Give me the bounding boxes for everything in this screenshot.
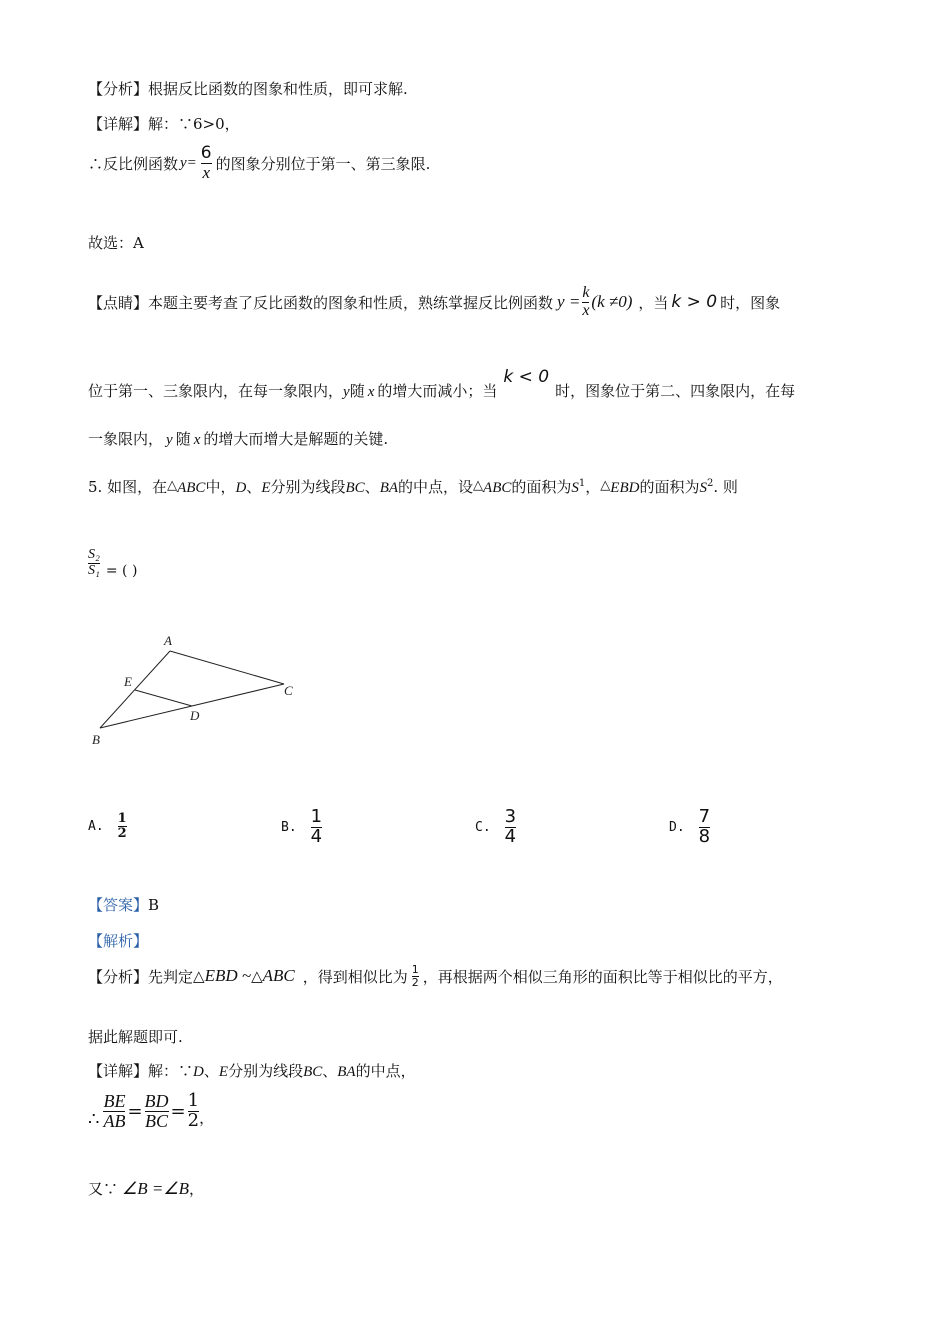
triangle-icon: △ [167,478,178,493]
equals-2: = [170,1100,186,1122]
point-e-2: E [218,1064,229,1080]
formula-condition: (k ≠0) [591,292,633,312]
segment-ed [135,690,192,706]
ratio-n2: BD [144,1091,169,1111]
area-s1: S [571,480,579,496]
comment-line2-c: 的增大而减小；当 [377,382,498,400]
var-y-2: y [166,432,173,448]
area-s2-index: 2 [706,478,714,489]
fraction-numerator: 6 [200,143,212,163]
label-a: A [164,633,172,648]
s-ratio-num: S₂ [88,547,100,562]
var-y: y [343,384,350,400]
ratio-frac-1 [103,1092,125,1131]
ratio-num: 1 [411,963,419,976]
area-s2: S [699,480,707,496]
angle-end: ， [189,1180,205,1198]
option-a-fraction [118,812,127,840]
ratio-frac-2 [145,1092,169,1131]
analysis-line-1 [88,78,408,99]
analysis2-text-2: ，得到相似比为 [302,967,408,986]
area-s1-index: 1 [578,478,586,489]
option-a-den: 2 [117,825,127,841]
analysis-line-3: 据此解题即可. [88,1028,183,1046]
q-text-9: . 则 [713,478,738,496]
option-c-fraction [505,808,516,847]
formula-fraction [582,285,589,320]
var-x-2: x [193,432,201,448]
detail-line-2 [88,1060,416,1081]
q-text-4: 、 [364,478,380,496]
angle-expression: ∠B =∠B [122,1178,189,1198]
option-d-letter: D. [669,819,685,835]
var-x: x [367,384,375,400]
label-d: D [190,708,200,723]
segment-bc-2: BC [303,1064,323,1080]
ratio-n1: BE [103,1091,126,1111]
conclusion-line [88,145,430,182]
k-positive: k > 0 [671,292,718,313]
question-number: 5. 如图，在 [88,478,168,496]
triangle-icon: △ [473,478,484,493]
formula-y: y = [557,292,581,312]
triangle-ebd: EBD [610,480,640,496]
question-line [88,476,738,497]
option-c-num: 3 [504,806,517,827]
label-e: E [124,674,132,689]
detail-tag: 【详解】 [88,115,149,133]
segment-ac [170,651,284,684]
detail2-text-2: 、 [203,1062,219,1080]
analysis-text: 根据反比函数的图象和性质，即可求解. [148,80,408,98]
option-c[interactable] [475,808,516,847]
point-d: D [235,480,247,496]
comment-line2-a: 位于第一、三象限内，在每一象限内， [88,382,344,400]
angle-text: 又∵ [88,1180,119,1198]
s-ratio-den: S₁ [88,562,100,578]
analysis2-text-1: 先判定 [148,967,194,986]
triangle-abc: ABC [177,480,206,496]
ratio-d3: 2 [187,1109,200,1131]
option-b-den: 4 [310,825,323,847]
ratio-fraction [412,964,419,988]
formula-numerator: k [582,284,590,301]
ratio-frac-3 [188,1092,199,1131]
explain-tag: 【解析】 [88,932,149,950]
detail2-text-3: 分别为线段 [228,1062,304,1080]
ratio-equation [88,1092,214,1131]
option-d-den: 8 [698,825,711,847]
triangle-figure [80,628,320,753]
q-text-7: ， [585,478,601,496]
option-b-fraction [311,808,322,847]
comment-line2-d: 时，图象位于第二、四象限内，在每 [555,382,796,400]
analysis-tag: 【分析】 [88,80,149,98]
q-text-5: 的中点，设 [398,478,474,496]
ratio-end: ， [199,1108,215,1127]
triangle-icon: △ [193,967,205,986]
q-text-2: 、 [246,478,262,496]
segment-ba-line [100,651,170,728]
comment-line2-b: 随 [349,382,365,400]
detail2-text-5: 的中点， [355,1062,416,1080]
comment-line-3 [88,428,388,449]
choose-line: 故选：A [88,234,144,252]
comment-line-1 [88,285,780,320]
detail2-text-1: 解：∵ [148,1062,194,1080]
explain-tag-line [88,930,148,951]
conclusion-suffix: 的图象分别位于第一、第三象限. [215,154,431,173]
similar-ebd: EBD ~ [204,966,252,986]
comment-tag: 【点睛】 [88,293,149,312]
ratio-n3: 1 [187,1090,200,1111]
option-a[interactable] [88,812,127,840]
segment-bc: BC [345,480,365,496]
ratio-den: 2 [411,975,419,989]
fraction-denominator: x [202,162,210,182]
option-a-letter: A. [88,818,104,834]
label-c: C [284,683,293,698]
formula-denominator: x [582,301,590,319]
angle-line [88,1178,204,1199]
answer-value: B [148,896,160,914]
comment-text-2: ，当 [638,293,669,312]
ratio-blank: = ( ) [105,563,138,580]
option-c-letter: C. [475,819,491,835]
triangle-abc-2: ABC [483,480,512,496]
function-y: y= [180,154,197,171]
q-text-6: 的面积为 [511,478,572,496]
answer-tag: 【答案】 [88,896,149,914]
option-d-fraction [699,808,710,847]
option-a-num: 1 [117,811,127,826]
option-b[interactable] [281,808,322,847]
therefore-symbol: ∴ [88,1108,100,1130]
detail-text: 解：∵6>0， [148,115,240,133]
comment-line-2 [88,367,796,401]
comment-text-1: 本题主要考查了反比函数的图象和性质，熟练掌握反比例函数 [148,293,554,312]
analysis2-text-3: ，再根据两个相似三角形的面积比等于相似比的平方， [422,967,783,986]
triangle-icon: △ [600,478,611,493]
ratio-d2: BC [145,1110,169,1131]
segment-ba-2: BA [337,1064,356,1080]
option-b-letter: B. [281,819,297,835]
q-text-1: 中， [205,478,236,496]
option-b-num: 1 [310,806,323,827]
comment-text-3: 时，图象 [720,293,781,312]
analysis2-tag: 【分析】 [88,967,149,986]
point-d-2: D [193,1064,204,1080]
conclusion-prefix: ∴反比例函数 [88,154,179,173]
label-b: B [92,732,100,747]
function-fraction [201,145,212,182]
ratio-d1: AB [103,1110,126,1131]
s-ratio-fraction [88,548,100,578]
option-c-den: 4 [504,825,517,847]
detail-line-1 [88,113,240,134]
triangle-icon: △ [251,967,263,986]
detail2-text-4: 、 [322,1062,338,1080]
option-d-num: 7 [698,806,711,827]
segment-ba: BA [379,480,399,496]
answer-line [88,894,159,915]
equals-1: = [127,1100,143,1122]
similar-abc: ABC [262,966,295,986]
detail2-tag: 【详解】 [88,1062,149,1080]
ratio-question [88,548,137,578]
q-text-8: 的面积为 [639,478,700,496]
comment-line3-c: 的增大而增大是解题的关键. [203,430,389,448]
comment-line3-b: 随 [175,430,191,448]
comment-line3-a: 一象限内， [88,430,164,448]
option-d[interactable] [669,808,710,847]
q-text-3: 分别为线段 [270,478,346,496]
k-negative: k < 0 [503,367,550,387]
point-e: E [261,480,271,496]
analysis-line-2 [88,964,783,988]
